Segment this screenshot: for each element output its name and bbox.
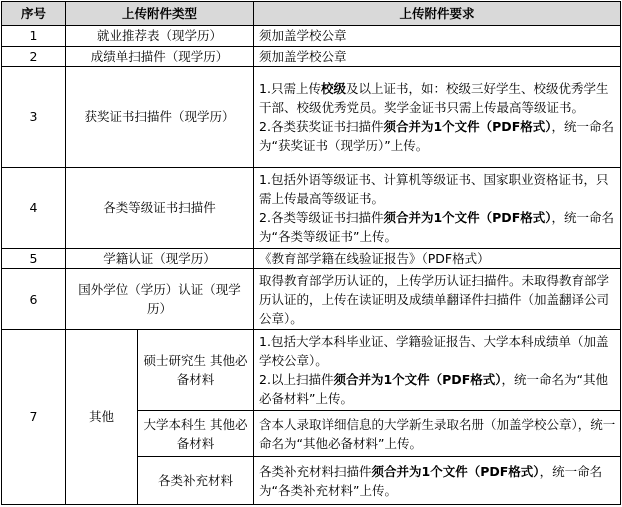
table-row	[2, 66, 621, 167]
row-req: 取得教育部学历认证的，上传学历认证扫描件。未取得教育部学历认证的，上传在读证明及成绩单翻译件扫描件（加盖翻译公司公章）。	[254, 269, 621, 330]
row-no: 3	[2, 66, 66, 167]
row-no: 1	[2, 26, 66, 46]
row-type: 其他	[66, 329, 138, 504]
row-type: 就业推荐表（现学历）	[66, 26, 254, 46]
row-req	[254, 167, 621, 248]
row-no: 2	[2, 46, 66, 66]
row-type: 学籍认证（现学历）	[66, 248, 254, 268]
req-emphasis: 须合并为1个文件（PDF格式）	[383, 118, 552, 134]
table-header-row	[2, 2, 621, 26]
table-row	[2, 329, 621, 410]
req-text: 1.只需上传	[259, 80, 321, 96]
table-row	[2, 26, 621, 46]
row-type: 成绩单扫描件（现学历）	[66, 46, 254, 66]
row-req: 《教育部学籍在线验证报告》（PDF格式）	[254, 248, 621, 268]
req-text: 及以上证书，如：校级三好学生、校级优秀学生干部、校级优秀党员。奖学金证书只需上传最高等级证书。	[259, 80, 609, 115]
req-emphasis: 须合并为1个文件（PDF格式）	[333, 371, 502, 387]
req-text: ，统一命名为“各类等级证书”上传。	[259, 209, 614, 244]
row-type: 国外学位（学历）认证（现学历）	[66, 269, 254, 330]
table-row	[2, 167, 621, 248]
sub-type: 硕士研究生 其他必备材料	[138, 329, 254, 410]
header-type: 上传附件类型	[66, 2, 254, 26]
table-row	[2, 269, 621, 330]
sub-type: 大学本科生 其他必备材料	[138, 410, 254, 457]
header-no: 序号	[2, 2, 66, 26]
row-req	[254, 66, 621, 167]
table-row	[2, 248, 621, 268]
row-type: 各类等级证书扫描件	[66, 167, 254, 248]
req-text: ，统一命名为“各类补充材料”上传。	[259, 463, 603, 498]
req-emphasis: 须合并为1个文件（PDF格式）	[383, 209, 552, 225]
row-type: 获奖证书扫描件（现学历）	[66, 66, 254, 167]
req-text: 2.各类等级证书扫描件	[259, 209, 384, 225]
req-emphasis: 须合并为1个文件（PDF格式）	[371, 463, 540, 479]
req-text: 1.包括外语等级证书、计算机等级证书、国家职业资格证书，只需上传最高等级证书。	[259, 171, 609, 206]
row-no: 6	[2, 269, 66, 330]
row-req: 须加盖学校公章	[254, 46, 621, 66]
row-no: 7	[2, 329, 66, 504]
table-row	[2, 46, 621, 66]
req-text: ，统一命名为“获奖证书（现学历）”上传。	[259, 118, 614, 153]
header-req: 上传附件要求	[254, 2, 621, 26]
req-text: 2.各类获奖证书扫描件	[259, 118, 384, 134]
attachment-requirements-table	[1, 1, 621, 505]
sub-req: 含本人录取详细信息的大学新生录取名册（加盖学校公章），统一命名为“其他必备材料”上传。	[254, 410, 621, 457]
req-text: ，统一命名为“其他必备材料”上传。	[259, 371, 608, 406]
sub-req	[254, 329, 621, 410]
req-text: 2.以上扫描件	[259, 371, 334, 387]
req-text: 各类补充材料扫描件	[259, 463, 372, 479]
row-no: 4	[2, 167, 66, 248]
sub-req	[254, 457, 621, 505]
req-emphasis: 校级	[320, 80, 346, 96]
row-no: 5	[2, 248, 66, 268]
req-text: 1.包括大学本科毕业证、学籍验证报告、大学本科成绩单（加盖学校公章）。	[259, 333, 609, 368]
row-req: 须加盖学校公章	[254, 26, 621, 46]
sub-type: 各类补充材料	[138, 457, 254, 505]
